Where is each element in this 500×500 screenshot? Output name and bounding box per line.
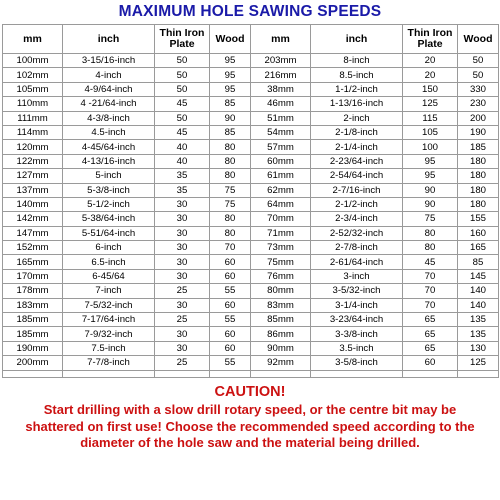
cell-iron-plate: 70 <box>403 284 458 298</box>
cell-wood: 155 <box>458 212 499 226</box>
chart-title: MAXIMUM HOLE SAWING SPEEDS <box>118 3 382 20</box>
cell-wood: 140 <box>458 284 499 298</box>
cell-wood: 95 <box>210 68 251 82</box>
cell-empty <box>210 370 251 377</box>
cell-iron-plate: 95 <box>403 169 458 183</box>
table-row <box>3 356 499 370</box>
cell-inch: 2-54/64-inch <box>311 169 403 183</box>
cell-iron-plate: 25 <box>155 313 210 327</box>
cell-mm: 105mm <box>3 82 63 96</box>
cell-mm: 75mm <box>251 255 311 269</box>
cell-iron-plate: 45 <box>403 255 458 269</box>
table-row <box>3 140 499 154</box>
cell-wood: 85 <box>458 255 499 269</box>
cell-wood: 140 <box>458 298 499 312</box>
cell-inch: 7-5/32-inch <box>63 298 155 312</box>
cell-mm: 60mm <box>251 154 311 168</box>
table-row <box>3 269 499 283</box>
cell-iron-plate: 80 <box>403 241 458 255</box>
cell-wood: 60 <box>210 269 251 283</box>
cell-mm: 147mm <box>3 226 63 240</box>
cell-wood: 145 <box>458 269 499 283</box>
cell-wood: 85 <box>210 125 251 139</box>
cell-mm: 183mm <box>3 298 63 312</box>
cell-inch: 6-inch <box>63 241 155 255</box>
cell-wood: 60 <box>210 327 251 341</box>
cell-inch: 5-1/2-inch <box>63 197 155 211</box>
cell-iron-plate: 25 <box>155 284 210 298</box>
cell-inch: 4-13/16-inch <box>63 154 155 168</box>
cell-wood: 80 <box>210 140 251 154</box>
cell-mm: 92mm <box>251 356 311 370</box>
cell-mm: 122mm <box>3 154 63 168</box>
cell-mm: 73mm <box>251 241 311 255</box>
cell-inch: 3-3/8-inch <box>311 327 403 341</box>
cell-mm: 185mm <box>3 313 63 327</box>
cell-iron-plate: 50 <box>155 54 210 68</box>
table-row <box>3 341 499 355</box>
cell-inch: 2-1/2-inch <box>311 197 403 211</box>
cell-wood: 60 <box>210 255 251 269</box>
cell-mm: 152mm <box>3 241 63 255</box>
cell-wood: 165 <box>458 241 499 255</box>
cell-mm: 76mm <box>251 269 311 283</box>
cell-mm: 178mm <box>3 284 63 298</box>
header-wood: Wood <box>210 25 251 54</box>
cell-mm: 142mm <box>3 212 63 226</box>
table-row <box>3 197 499 211</box>
caution-heading: CAUTION! <box>214 384 286 400</box>
cell-mm: 200mm <box>3 356 63 370</box>
cell-inch: 7-17/64-inch <box>63 313 155 327</box>
cell-inch: 3-15/16-inch <box>63 54 155 68</box>
cell-inch: 6.5-inch <box>63 255 155 269</box>
cell-inch: 2-61/64-inch <box>311 255 403 269</box>
cell-iron-plate: 70 <box>403 298 458 312</box>
cell-inch: 2-inch <box>311 111 403 125</box>
cell-inch: 2-3/4-inch <box>311 212 403 226</box>
cell-inch: 4-3/8-inch <box>63 111 155 125</box>
cell-mm: 190mm <box>3 341 63 355</box>
cell-iron-plate: 30 <box>155 241 210 255</box>
caution-notice <box>0 383 500 452</box>
cell-iron-plate: 80 <box>403 226 458 240</box>
cell-wood: 180 <box>458 154 499 168</box>
cell-mm: 83mm <box>251 298 311 312</box>
cell-iron-plate: 20 <box>403 68 458 82</box>
cell-empty <box>251 370 311 377</box>
header-row <box>3 25 499 54</box>
cell-inch: 4.5-inch <box>63 125 155 139</box>
cell-inch: 1-1/2-inch <box>311 82 403 96</box>
cell-mm: 85mm <box>251 313 311 327</box>
cell-iron-plate: 40 <box>155 140 210 154</box>
cell-wood: 50 <box>458 54 499 68</box>
cell-mm: 110mm <box>3 97 63 111</box>
cell-wood: 95 <box>210 54 251 68</box>
table-row <box>3 154 499 168</box>
cell-wood: 75 <box>210 183 251 197</box>
cell-inch: 4-inch <box>63 68 155 82</box>
header-wood: Wood <box>458 25 499 54</box>
cell-mm: 57mm <box>251 140 311 154</box>
table-row <box>3 298 499 312</box>
cell-mm: 120mm <box>3 140 63 154</box>
cell-iron-plate: 50 <box>155 111 210 125</box>
cell-wood: 230 <box>458 97 499 111</box>
cell-inch: 3.5-inch <box>311 341 403 355</box>
cell-inch: 2-52/32-inch <box>311 226 403 240</box>
cell-mm: 80mm <box>251 284 311 298</box>
cell-mm: 54mm <box>251 125 311 139</box>
header-thin-iron-plate: Thin Iron Plate <box>403 25 458 54</box>
cell-iron-plate: 75 <box>403 212 458 226</box>
cell-wood: 50 <box>458 68 499 82</box>
cell-iron-plate: 100 <box>403 140 458 154</box>
header-inch: inch <box>63 25 155 54</box>
cell-mm: 100mm <box>3 54 63 68</box>
cell-inch: 7.5-inch <box>63 341 155 355</box>
cell-mm: 216mm <box>251 68 311 82</box>
cell-inch: 4 -21/64-inch <box>63 97 155 111</box>
cell-wood: 135 <box>458 313 499 327</box>
cell-inch: 4-9/64-inch <box>63 82 155 96</box>
cell-wood: 55 <box>210 284 251 298</box>
cell-wood: 160 <box>458 226 499 240</box>
cell-iron-plate: 30 <box>155 212 210 226</box>
header-inch: inch <box>311 25 403 54</box>
cell-inch: 4-45/64-inch <box>63 140 155 154</box>
cell-iron-plate: 35 <box>155 183 210 197</box>
cell-empty <box>458 370 499 377</box>
cell-mm: 165mm <box>3 255 63 269</box>
cell-iron-plate: 30 <box>155 341 210 355</box>
cell-mm: 185mm <box>3 327 63 341</box>
table-row <box>3 226 499 240</box>
table-row <box>3 82 499 96</box>
cell-inch: 3-1/4-inch <box>311 298 403 312</box>
cell-mm: 51mm <box>251 111 311 125</box>
cell-mm: 140mm <box>3 197 63 211</box>
cell-iron-plate: 105 <box>403 125 458 139</box>
cell-iron-plate: 70 <box>403 269 458 283</box>
cell-wood: 130 <box>458 341 499 355</box>
cell-mm: 170mm <box>3 269 63 283</box>
table-body <box>3 54 499 378</box>
cell-iron-plate: 40 <box>155 154 210 168</box>
cell-empty <box>3 370 63 377</box>
cell-iron-plate: 30 <box>155 269 210 283</box>
table-row <box>3 284 499 298</box>
cell-wood: 85 <box>210 97 251 111</box>
table-row <box>3 212 499 226</box>
cell-wood: 190 <box>458 125 499 139</box>
cell-wood: 185 <box>458 140 499 154</box>
table-row <box>3 97 499 111</box>
cell-inch: 8.5-inch <box>311 68 403 82</box>
cell-iron-plate: 30 <box>155 327 210 341</box>
cell-iron-plate: 20 <box>403 54 458 68</box>
cell-inch: 2-7/8-inch <box>311 241 403 255</box>
cell-wood: 90 <box>210 111 251 125</box>
cell-iron-plate: 90 <box>403 197 458 211</box>
cell-wood: 80 <box>210 154 251 168</box>
cell-iron-plate: 150 <box>403 82 458 96</box>
cell-wood: 70 <box>210 241 251 255</box>
table-row <box>3 169 499 183</box>
cell-wood: 60 <box>210 341 251 355</box>
cell-wood: 180 <box>458 169 499 183</box>
cell-wood: 330 <box>458 82 499 96</box>
cell-iron-plate: 45 <box>155 97 210 111</box>
caution-text: Start drilling with a slow drill rotary speed, or the centre bit may be shattered on first use! Choose the recommended speed according to the diameter of the hole saw and the material being drilled. <box>25 402 475 450</box>
cell-wood: 180 <box>458 183 499 197</box>
table-row <box>3 327 499 341</box>
table-row <box>3 313 499 327</box>
cell-wood: 75 <box>210 197 251 211</box>
cell-inch: 3-5/32-inch <box>311 284 403 298</box>
cell-inch: 3-inch <box>311 269 403 283</box>
cell-mm: 71mm <box>251 226 311 240</box>
cell-iron-plate: 60 <box>403 356 458 370</box>
cell-mm: 114mm <box>3 125 63 139</box>
cell-wood: 200 <box>458 111 499 125</box>
cell-wood: 60 <box>210 298 251 312</box>
cell-mm: 70mm <box>251 212 311 226</box>
cell-iron-plate: 125 <box>403 97 458 111</box>
cell-inch: 3-5/8-inch <box>311 356 403 370</box>
cell-iron-plate: 50 <box>155 82 210 96</box>
cell-wood: 80 <box>210 226 251 240</box>
cell-mm: 203mm <box>251 54 311 68</box>
cell-mm: 86mm <box>251 327 311 341</box>
cell-inch: 8-inch <box>311 54 403 68</box>
cell-inch: 7-9/32-inch <box>63 327 155 341</box>
cell-mm: 111mm <box>3 111 63 125</box>
table-row <box>3 68 499 82</box>
cell-mm: 102mm <box>3 68 63 82</box>
table-row <box>3 183 499 197</box>
cell-iron-plate: 30 <box>155 255 210 269</box>
table-row <box>3 54 499 68</box>
table-row <box>3 111 499 125</box>
cell-iron-plate: 45 <box>155 125 210 139</box>
cell-iron-plate: 50 <box>155 68 210 82</box>
cell-iron-plate: 30 <box>155 226 210 240</box>
speed-table <box>2 24 499 378</box>
header-mm: mm <box>251 25 311 54</box>
cell-inch: 6-45/64 <box>63 269 155 283</box>
cell-empty <box>311 370 403 377</box>
cell-iron-plate: 65 <box>403 327 458 341</box>
table-row <box>3 125 499 139</box>
cell-mm: 46mm <box>251 97 311 111</box>
cell-wood: 80 <box>210 212 251 226</box>
table-row <box>3 255 499 269</box>
header-thin-iron-plate: Thin Iron Plate <box>155 25 210 54</box>
table-row-empty <box>3 370 499 377</box>
cell-wood: 125 <box>458 356 499 370</box>
cell-mm: 61mm <box>251 169 311 183</box>
cell-iron-plate: 65 <box>403 341 458 355</box>
cell-inch: 5-38/64-inch <box>63 212 155 226</box>
header-mm: mm <box>3 25 63 54</box>
cell-empty <box>403 370 458 377</box>
cell-inch: 1-13/16-inch <box>311 97 403 111</box>
cell-wood: 135 <box>458 327 499 341</box>
cell-iron-plate: 30 <box>155 197 210 211</box>
cell-inch: 3-23/64-inch <box>311 313 403 327</box>
cell-inch: 2-7/16-inch <box>311 183 403 197</box>
cell-inch: 2-23/64-inch <box>311 154 403 168</box>
cell-mm: 62mm <box>251 183 311 197</box>
cell-inch: 2-1/4-inch <box>311 140 403 154</box>
cell-wood: 55 <box>210 313 251 327</box>
cell-mm: 64mm <box>251 197 311 211</box>
cell-empty <box>155 370 210 377</box>
cell-mm: 38mm <box>251 82 311 96</box>
cell-mm: 127mm <box>3 169 63 183</box>
cell-wood: 55 <box>210 356 251 370</box>
cell-mm: 90mm <box>251 341 311 355</box>
cell-inch: 7-inch <box>63 284 155 298</box>
cell-iron-plate: 30 <box>155 298 210 312</box>
cell-empty <box>63 370 155 377</box>
table-row <box>3 241 499 255</box>
cell-iron-plate: 90 <box>403 183 458 197</box>
cell-inch: 5-inch <box>63 169 155 183</box>
cell-inch: 2-1/8-inch <box>311 125 403 139</box>
cell-inch: 5-3/8-inch <box>63 183 155 197</box>
cell-mm: 137mm <box>3 183 63 197</box>
cell-iron-plate: 65 <box>403 313 458 327</box>
cell-iron-plate: 25 <box>155 356 210 370</box>
cell-wood: 80 <box>210 169 251 183</box>
cell-iron-plate: 35 <box>155 169 210 183</box>
cell-iron-plate: 95 <box>403 154 458 168</box>
cell-inch: 7-7/8-inch <box>63 356 155 370</box>
cell-wood: 95 <box>210 82 251 96</box>
cell-inch: 5-51/64-inch <box>63 226 155 240</box>
cell-iron-plate: 115 <box>403 111 458 125</box>
cell-wood: 180 <box>458 197 499 211</box>
